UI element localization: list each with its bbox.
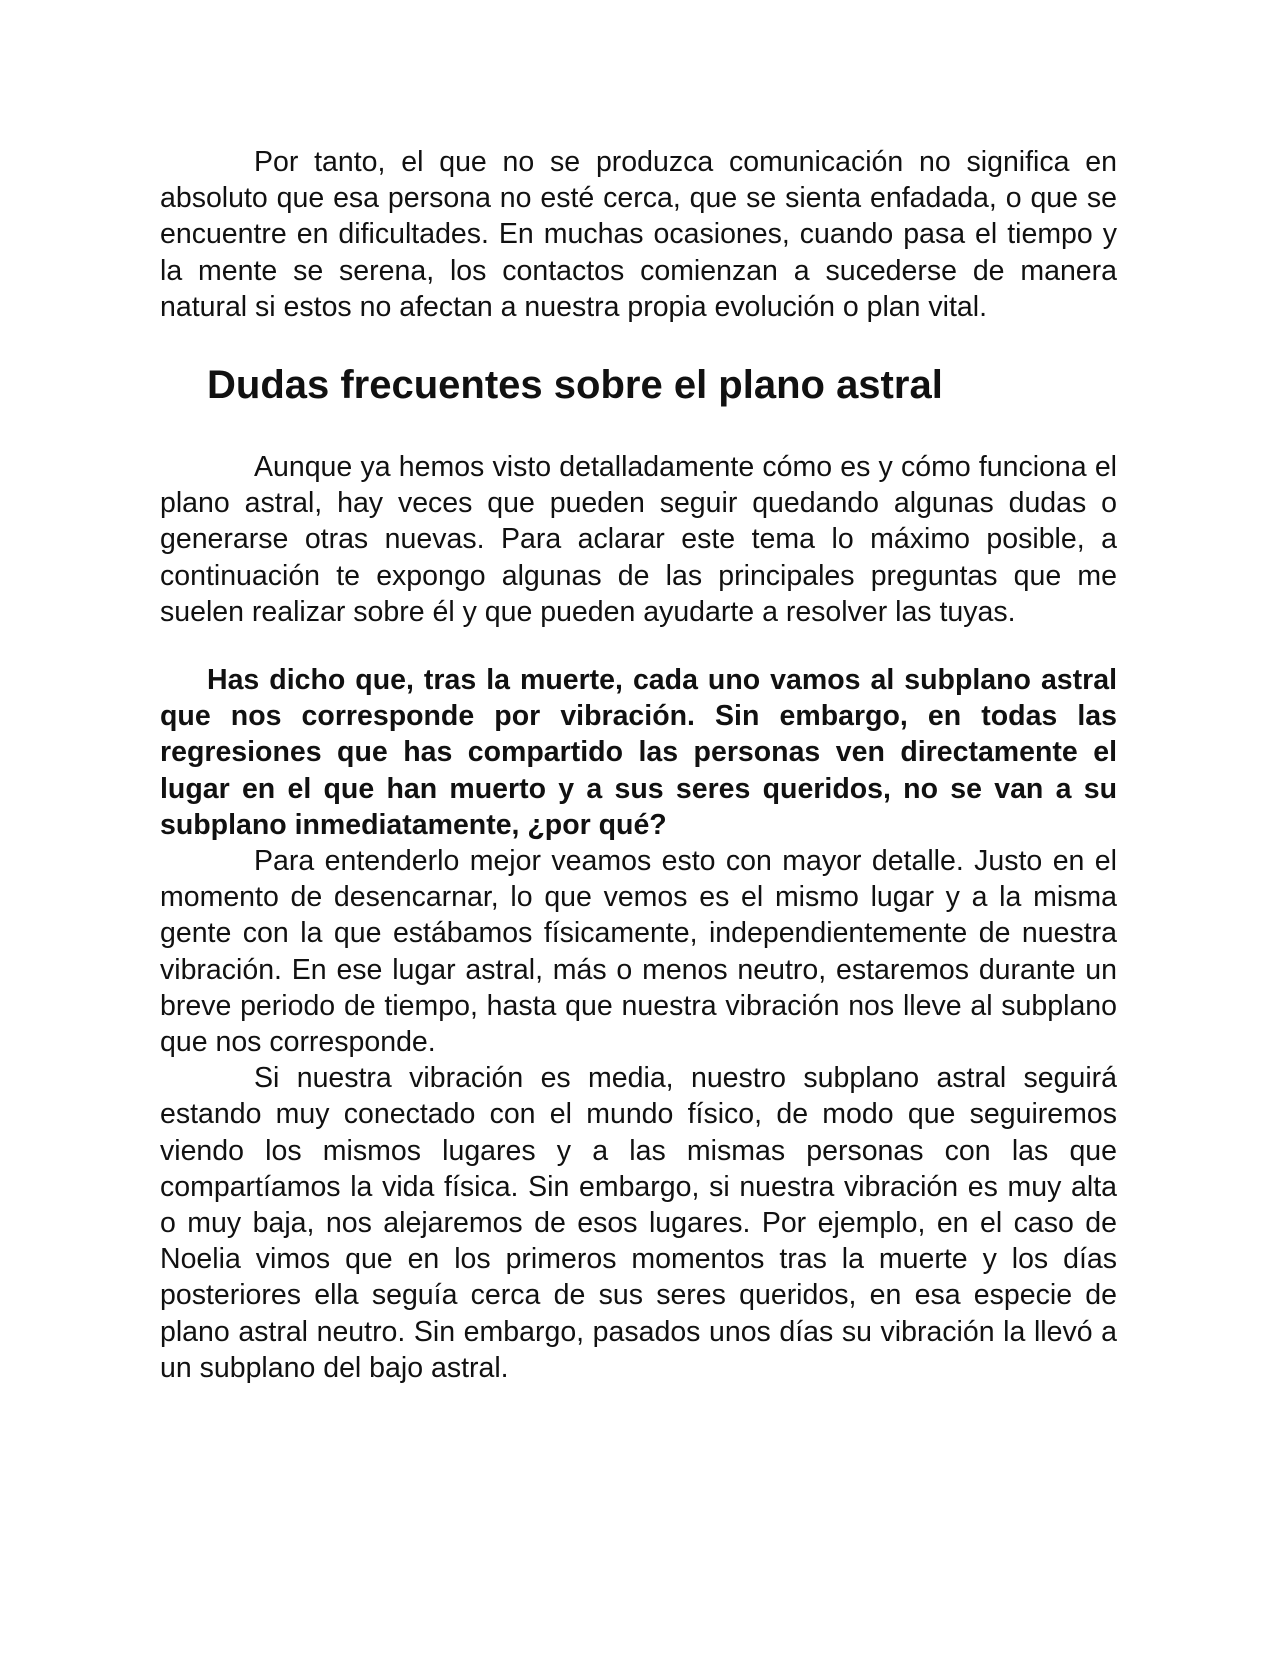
body-paragraph: Si nuestra vibración es media, nuestro subplano astral seguirá estando muy conectado con el mundo físico, de modo que seguiremos viendo los mismos lugares y a las mismas personas con las que compartíamos la vida física. Sin embargo, si nuestra vibración es muy alta o muy baja, nos alejaremos de esos lugares. Por ejemplo, en el caso de Noelia vimos que en los primeros momentos tras la muerte y los días posteriores ella seguía cerca de sus seres queridos, en esa especie de plano astral neutro. Sin embargo, pasados unos días su vibración la llevó a un subplano del bajo astral. xyxy=(160,1062,1117,1384)
document-page xyxy=(160,140,1117,1386)
section-heading: Dudas frecuentes sobre el plano astral xyxy=(207,363,943,408)
question-paragraph: Has dicho que, tras la muerte, cada uno vamos al subplano astral que nos corresponde por vibración. Sin embargo, en todas las regresiones que has compartido las personas ven directamente el lugar en el que han muerto y a sus seres queridos, no se van a su subplano inmediatamente, ¿por qué? xyxy=(160,664,1117,841)
body-paragraph: Para entenderlo mejor veamos esto con mayor detalle. Justo en el momento de desencarnar, lo que vemos es el mismo lugar y a la misma gente con la que estábamos físicamente, independientemente de nuestra vibración. En ese lugar astral, más o menos neutro, estaremos durante un breve periodo de tiempo, hasta que nuestra vibración nos lleve al subplano que nos corresponde. xyxy=(160,845,1117,1059)
body-paragraph: Aunque ya hemos visto detalladamente cómo es y cómo funciona el plano astral, hay veces que pueden seguir quedando algunas dudas o generarse otras nuevas. Para aclarar este tema lo máximo posible, a continuación te expongo algunas de las principales preguntas que me suelen realizar sobre él y que pueden ayudarte a resolver las tuyas. xyxy=(160,451,1117,628)
body-paragraph: Por tanto, el que no se produzca comunicación no significa en absoluto que esa persona no esté cerca, que se sienta enfadada, o que se encuentre en dificultades. En muchas ocasiones, cuando pasa el tiempo y la mente se serena, los contactos comienzan a sucederse de manera natural si estos no afectan a nuestra propia evolución o plan vital. xyxy=(160,146,1117,323)
